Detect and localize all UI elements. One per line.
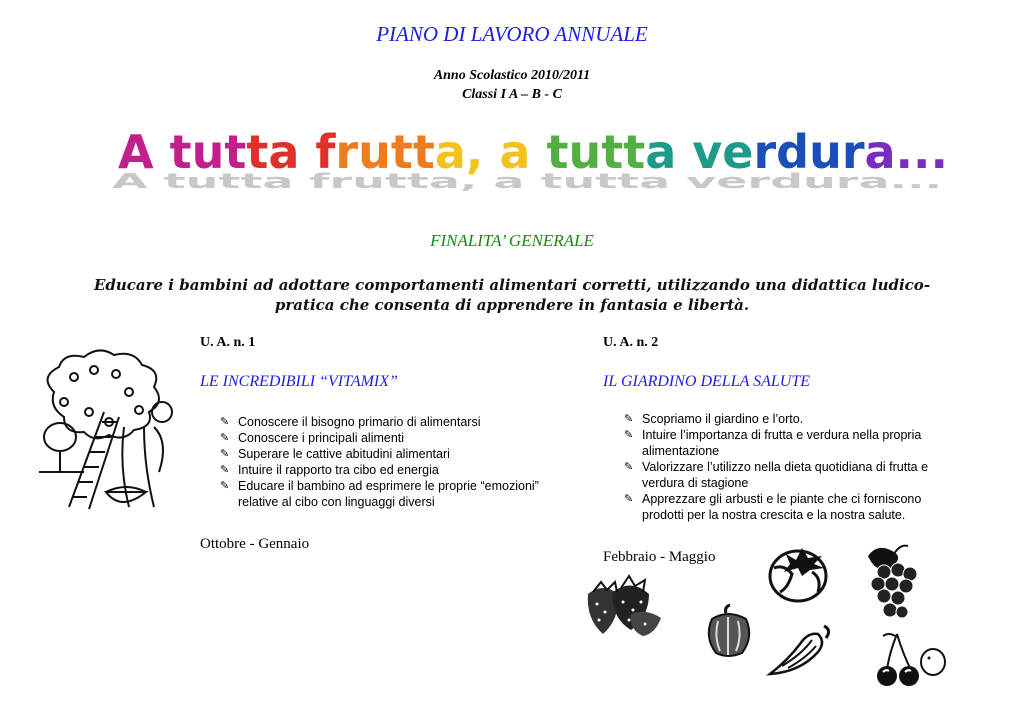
banner-letter: r [335,125,359,179]
check-pencil-icon: ✎ [624,429,634,441]
banner-title-text [118,125,948,179]
banner-letter: u [191,125,225,179]
goal-heading: FINALITA’ GENERALE [430,231,594,250]
banner-letter: a [268,125,300,179]
unit-1-label: U. A. n. 1 [200,335,256,350]
banner-letter: u [809,125,842,179]
list-item [620,459,960,491]
banner-letter [530,125,546,179]
tomato-illustration [766,538,830,604]
wordart-banner [98,110,958,195]
list-item [216,478,546,510]
banner-letter [154,125,170,179]
banner-letter: t [390,125,413,179]
list-item [620,427,960,459]
objective-text: Intuire l’importanza di frutta e verdura nella propria alimentazione [642,428,922,458]
check-pencil-icon: ✎ [220,464,230,476]
fruit-tree-ladder-illustration [34,352,184,517]
banner-letter: t [412,125,435,179]
school-year: Anno Scolastico 2010/2011 [433,68,591,83]
unit-2-period: Febbraio - Maggio [603,549,716,565]
objective-text: Scopriamo il giardino e l’orto. [642,412,804,426]
check-pencil-icon: ✎ [624,461,634,473]
banner-letter [676,125,692,179]
objective-text: Conoscere i principali alimenti [238,431,405,445]
objective-text: Superare le cattive abitudini alimentari [238,447,450,461]
check-pencil-icon: ✎ [220,480,230,492]
banner-letter: a [864,125,896,179]
classes: Classi I A – B - C [462,87,562,102]
goal-text: Educare i bambini ad adottare comportamenti alimentari corretti, utilizzando una didattica ludico-pratica che consenta di apprendere in fantasia e libertà. [93,276,931,314]
list-item [216,430,546,446]
banner-letter: t [246,125,269,179]
list-item [216,446,546,462]
unit-2-objectives [620,411,960,523]
page-title: PIANO DI LAVORO ANNUALE [376,22,648,46]
pepper-illustration [706,605,752,657]
check-pencil-icon: ✎ [220,448,230,460]
objective-text: Apprezzare gli arbusti e le piante che ci forniscono prodotti per la nostra crescita e la nostra salute. [642,492,922,522]
check-pencil-icon: ✎ [624,413,634,425]
banner-letter: e [722,125,754,179]
banner-letter: t [623,125,646,179]
unit-2-label: U. A. n. 2 [603,335,659,350]
objective-text: Valorizzare l’utilizzo nella dieta quotidiana di frutta e verdura di stagione [642,460,929,490]
objective-text: Intuire il rapporto tra cibo ed energia [238,463,439,477]
banner-letter: t [601,125,624,179]
banner-letter: t [169,125,192,179]
banner-letter: , [465,125,484,179]
list-item [620,491,960,523]
banner-shadow-text: A tutta frutta, a tutta verdura... [112,169,943,194]
objective-text: Educare il bambino ad esprimere le proprie “emozioni” relative al cibo con linguaggi diversi [238,479,539,509]
unit-2-title: IL GIARDINO DELLA SALUTE [603,373,810,390]
banner-text [118,125,948,179]
unit-1-period: Ottobre - Gennaio [200,536,310,552]
list-item [216,462,546,478]
banner-letter: A [118,125,154,179]
banner-letter: t [546,125,569,179]
banner-letter: f [315,125,336,179]
check-pencil-icon: ✎ [220,416,230,428]
grapes-illustration [862,540,924,624]
banner-letter: v [692,125,723,179]
unit-1-title: LE INCREDIBILI “VITAMIX” [200,373,398,390]
banner-letter: r [753,125,777,179]
check-pencil-icon: ✎ [220,432,230,444]
banner-letter: t [224,125,247,179]
banner-letter [299,125,315,179]
banner-letter: . [930,125,949,179]
banner-letter: d [776,125,810,179]
strawberries-illustration [583,574,665,638]
banner-letter: a [499,125,531,179]
chili-pepper-illustration [766,620,836,680]
banner-letter: a [645,125,677,179]
list-item [216,414,546,430]
banner-letter: a [434,125,466,179]
banner-letter: . [895,125,914,179]
check-pencil-icon: ✎ [624,493,634,505]
objective-text: Conoscere il bisogno primario di alimentarsi [238,415,481,429]
unit-1-objectives [216,414,546,510]
banner-letter: u [568,125,602,179]
banner-letter: r [841,125,865,179]
cherries-lemon-illustration [875,630,947,688]
banner-letter: u [358,125,391,179]
banner-letter [483,125,499,179]
list-item [620,411,960,427]
banner-letter: . [913,125,931,179]
